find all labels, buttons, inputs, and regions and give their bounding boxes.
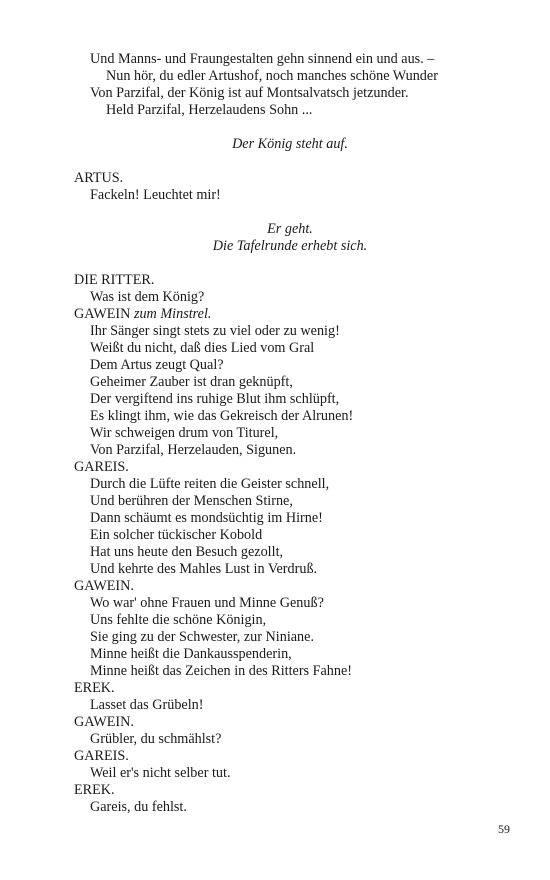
verse-line: Von Parzifal, Herzelauden, Sigunen.	[90, 442, 297, 458]
verse-line: Gareis, du fehlst.	[90, 799, 187, 815]
verse-line: Wir schweigen drum von Titurel,	[90, 425, 279, 441]
verse-line: Ihr Sänger singt stets zu viel oder zu wenig!	[90, 323, 340, 339]
speaker-name: GAREIS.	[74, 748, 129, 764]
speaker-name: GAWEIN.	[74, 578, 134, 594]
verse-line: Dann schäumt es mondsüchtig im Hirne!	[90, 510, 323, 526]
verse-line: Was ist dem König?	[90, 289, 205, 305]
stage-direction: Die Tafelrunde erhebt sich.	[212, 238, 368, 254]
verse-line: Grübler, du schmählst?	[90, 731, 222, 747]
verse-line: Weil er's nicht selber tut.	[90, 765, 231, 781]
verse-line: Und Manns- und Fraungestalten gehn sinnend ein und aus. –	[90, 51, 435, 67]
verse-line: Ein solcher tückischer Kobold	[90, 527, 263, 543]
speaker-name: DIE RITTER.	[74, 272, 155, 288]
verse-line: Hat uns heute den Besuch gezollt,	[90, 544, 284, 560]
verse-line: Der vergiftend ins ruhige Blut ihm schlüpft,	[90, 391, 340, 407]
verse-line: Es klingt ihm, wie das Gekreisch der Alrunen!	[90, 408, 354, 424]
verse-line: Minne heißt die Dankausspenderin,	[90, 646, 292, 662]
speaker-name: EREK.	[74, 680, 115, 696]
verse-line: Lasset das Grübeln!	[90, 697, 204, 713]
verse-line: Weißt du nicht, daß dies Lied vom Gral	[90, 340, 315, 356]
verse-line: Sie ging zu der Schwester, zur Niniane.	[90, 629, 314, 645]
speaker-direction: zum Minstrel.	[133, 306, 212, 322]
speaker-heading	[74, 306, 211, 323]
stage-direction: Der König steht auf.	[232, 136, 348, 152]
verse-line: Nun hör, du edler Artushof, noch manches schöne Wunder	[106, 68, 438, 84]
verse-line: Wo war' ohne Frauen und Minne Genuß?	[90, 595, 324, 611]
speaker-name: GAREIS.	[74, 459, 129, 475]
verse-line: Held Parzifal, Herzelaudens Sohn ...	[106, 102, 313, 118]
verse-line: Von Parzifal, der König ist auf Montsalvatsch jetzunder.	[90, 85, 409, 101]
speaker-name: GAWEIN.	[74, 714, 134, 730]
verse-line: Dem Artus zeugt Qual?	[90, 357, 224, 373]
verse-line: Geheimer Zauber ist dran geknüpft,	[90, 374, 293, 390]
verse-line: Durch die Lüfte reiten die Geister schnell,	[90, 476, 330, 492]
verse-line: Uns fehlte die schöne Königin,	[90, 612, 267, 628]
page-number: 59	[498, 822, 510, 836]
verse-line: Minne heißt das Zeichen in des Ritters Fahne!	[90, 663, 353, 679]
verse-line: Fackeln! Leuchtet mir!	[90, 187, 221, 203]
speaker-name: ARTUS.	[74, 170, 124, 186]
speaker-name: GAWEIN	[74, 306, 131, 322]
verse-line: Und berühren der Menschen Stirne,	[90, 493, 293, 509]
stage-direction: Er geht.	[267, 221, 313, 237]
verse-line: Und kehrte des Mahles Lust in Verdruß.	[90, 561, 318, 577]
speaker-name: EREK.	[74, 782, 115, 798]
